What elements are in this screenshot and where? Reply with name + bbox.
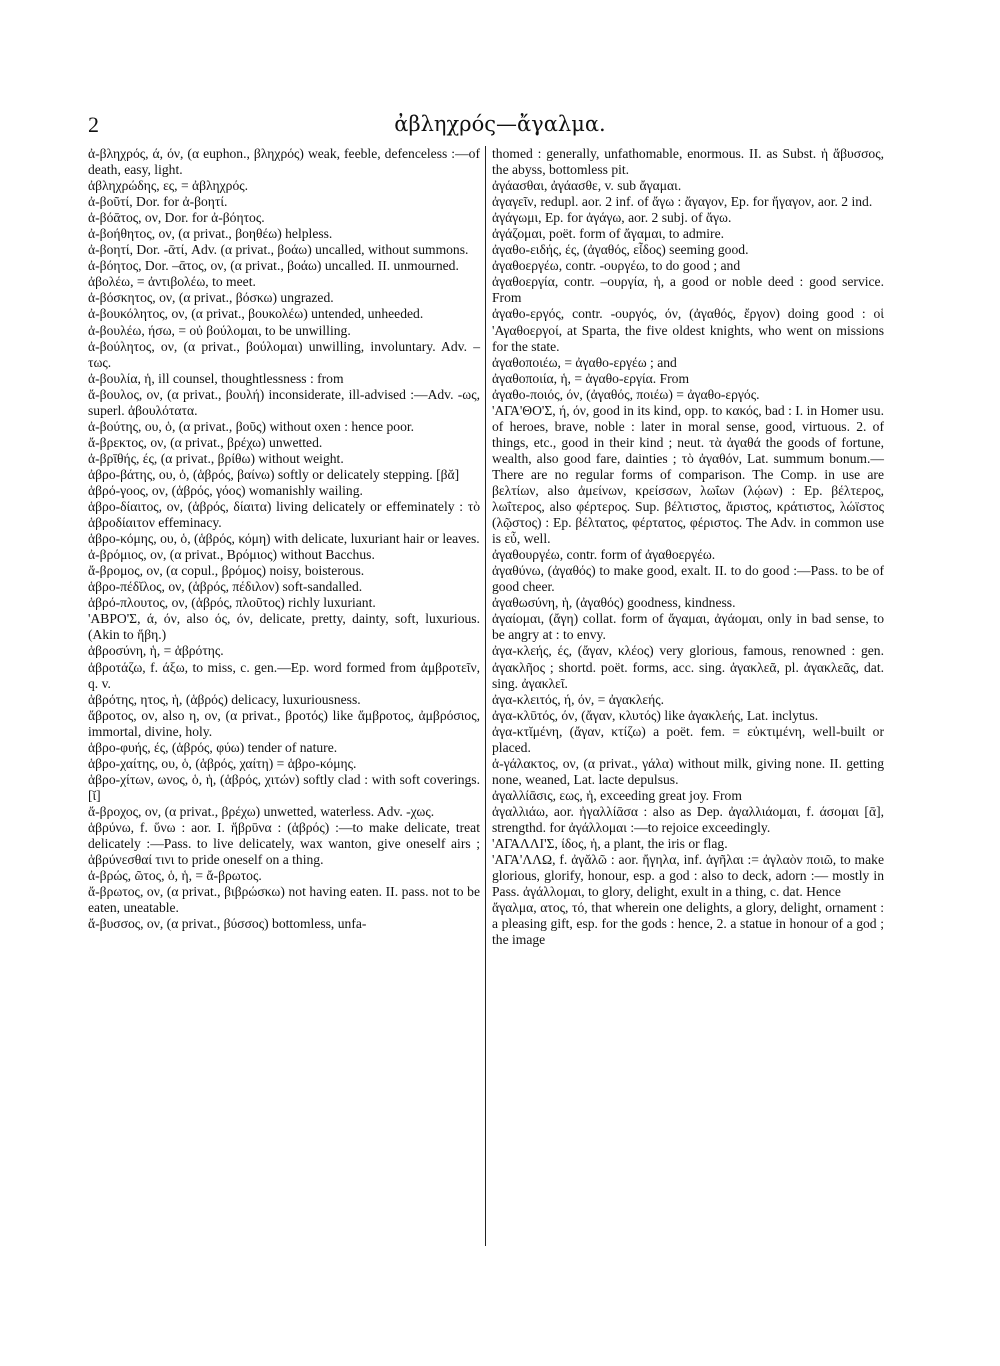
- running-head: ἀβληχρός—ἄγαλμα.: [394, 112, 606, 136]
- entry: ἀ-βούλητος, ον, (α privat., βούλομαι) unwilling, involuntary. Adv. –τως.: [88, 338, 480, 370]
- entry: ἀ-βοήθητος, ον, (α privat., βοηθέω) helpless.: [88, 226, 333, 242]
- entry: ἀγαθο-ποιός, όν, (ἀγαθός, ποιέω) = ἀγαθο-εργός.: [492, 386, 760, 402]
- entry: ἁβρό-πλουτος, ον, (ἁβρός, πλοῦτος) richly luxuriant.: [88, 595, 376, 611]
- entry: ἁβρό-γοος, ον, (ἁβρός, γόος) womanishly wailing.: [88, 482, 363, 498]
- entry: ἀ-βοητί, Dor. -ᾱτί, Adv. (α privat., βοάω) uncalled, without summons.: [88, 242, 469, 258]
- entry: ἀγαθοποιέω, = ἀγαθο-εργέω ; and: [492, 354, 677, 370]
- entry: ἀ-βουλία, ἡ, ill counsel, thoughtlessness : from: [88, 370, 344, 386]
- entry: ἀ-βόητος, Dor. –ᾱτος, ον, (α privat., βοάω) uncalled. II. unmourned.: [88, 258, 459, 274]
- entry: ἁβρο-πέδῐλος, ον, (ἁβρός, πέδιλον) soft-sandalled.: [88, 579, 363, 595]
- entry: 'ΑΓΑΛΛΙ'Σ, ίδος, ἡ, a plant, the iris or flag.: [492, 836, 728, 852]
- entry: ἀ-βρῑθής, ές, (α privat., βρίθω) without weight.: [88, 450, 344, 466]
- entry: ἄβροτος, ον, also η, ον, (α privat., βροτός) like ἄμβροτος, ἀμβρόσιος, immortal, divine, holy.: [88, 707, 480, 739]
- entry: ἀγαθο-εργός, contr. -ουργός, όν, (ἀγαθός, ἔργον) doing good : οἱ 'Αγαθοεργοί, at Sparta, the five oldest knights, who went on missions for the state.: [492, 306, 884, 354]
- entry: ἀγαθύνω, (ἀγαθός) to make good, exalt. II. to do good :—Pass. to be of good cheer.: [492, 563, 884, 595]
- entry: ἀ-βρώς, ῶτος, ὁ, ἡ, = ἄ-βρωτος.: [88, 868, 262, 884]
- entry: ἁβρο-δίαιτος, ον, (ἁβρός, δίαιτα) living delicately or effeminately : τὸ ἁβροδίαιτον effeminacy.: [88, 499, 480, 531]
- left-column: [88, 146, 480, 932]
- entry: ἀ-βοῦτί, Dor. for ἀ-βοητί.: [88, 194, 228, 210]
- entry: ἀγα-κλειτός, ή, όν, = ἀγακλεής.: [492, 691, 665, 707]
- entry: ἄγαλμα, ατος, τό, that wherein one delights, a glory, delight, ornament : a pleasing gift, esp. for the gods : hence, 2. a statue in honour of a god ; the image: [492, 900, 884, 948]
- entry: ἀγαθοεργία, contr. –ουργία, ἡ, a good or noble deed : good service. From: [492, 274, 884, 306]
- entry: ἄ-βρωτος, ον, (α privat., βιβρώσκω) not having eaten. II. pass. not to be eaten, uneatable.: [88, 884, 480, 916]
- entry: ἀγα-κλεής, ές, (ἄγαν, κλέος) very glorious, famous, renowned : gen. ἀγακλῆος ; shortd. poët. forms, acc. sing. ἀγακλεᾶ, pl. ἀγακλεᾶς, dat. sing. ἀγακλεῖ.: [492, 643, 884, 691]
- entry: ἀ-βληχρός, ά, όν, (α euphon., βληχρός) weak, feeble, defenceless :—of death, easy, light.: [88, 146, 480, 178]
- entry: ἀγάασθαι, ἀγάασθε, v. sub ἄγαμαι.: [492, 178, 682, 194]
- entry: ἀ-βόσκητος, ον, (α privat., βόσκω) ungrazed.: [88, 290, 334, 306]
- entry: thomed : generally, unfathomable, enormous. II. as Subst. ἡ ἄβυσσος, the abyss, bottomless pit.: [492, 146, 884, 178]
- entry: ἁβρο-κόμης, ου, ὁ, (ἁβρός, κόμη) with delicate, luxuriant hair or leaves.: [88, 531, 480, 547]
- entry: ἄ-βρεκτος, ον, (α privat., βρέχω) unwetted.: [88, 434, 323, 450]
- entry: ἀ-βούτης, ου, ὁ, (α privat., βοῦς) without oxen : hence poor.: [88, 418, 415, 434]
- entry: ἀγαθο-ειδής, ές, (ἀγαθός, εἶδος) seeming good.: [492, 242, 749, 258]
- entry: ἄ-βρομος, ον, (α copul., βρόμος) noisy, boisterous.: [88, 563, 365, 579]
- entry: ἁβρο-χίτων, ωνος, ὁ, ἡ, (ἁβρός, χιτών) softly clad : with soft coverings. [ῐ]: [88, 771, 480, 803]
- entry: ἀγαθοεργέω, contr. -ουργέω, to do good ; and: [492, 258, 741, 274]
- entry: ἀβρο-βάτης, ου, ὁ, (ἁβρός, βαίνω) softly or delicately stepping. [βᾰ]: [88, 466, 460, 482]
- entry: ἀγαίομαι, (ἄγη) collat. form of ἄγαμαι, ἀγάομαι, only in bad sense, to be angry at : to envy.: [492, 611, 884, 643]
- entry: ἀγαλλιάω, aor. ἠγαλλίᾱσα : also as Dep. ἀγαλλιάομαι, f. άσομαι [ᾱ], strengthd. for ἀγάλλομαι :—to rejoice exceedingly.: [492, 803, 884, 835]
- entry: ἀγα-κτῐμένη, (ἄγαν, κτίζω) a poët. fem. = εὐκτιμένη, well-built or placed.: [492, 723, 884, 755]
- entry: ἀ-βρόμιος, ον, (α privat., Βρόμιος) without Bacchus.: [88, 547, 375, 563]
- entry: 'ΑΓΑ'ΛΛΩ, f. ἀγᾰλῶ : aor. ἤγηλα, inf. ἀγῆλαι := ἀγλαὸν ποιῶ, to make glorious, glorify, honour, esp. a god : also to deck, adorn :— mostly in Pass. ἀγάλλομαι, to glory, delight, exult in a thing, c. dat. Hence: [492, 852, 884, 900]
- entry: ἀβληχρώδης, ες, = ἀβληχρός.: [88, 178, 249, 194]
- entry: ἀγαθωσύνη, ἡ, (ἀγαθός) goodness, kindness.: [492, 595, 736, 611]
- entry: ἀγαγεῖν, redupl. aor. 2 inf. of ἄγω : ἄγαγον, Ep. for ἤγαγον, aor. 2 ind.: [492, 194, 873, 210]
- entry: ἀγάζομαι, poët. form of ἄγαμαι, to admire.: [492, 226, 725, 242]
- entry: ἀγα-κλῡτός, όν, (ἄγαν, κλυτός) like ἀγακλεής, Lat. inclytus.: [492, 707, 819, 723]
- entry: ἀγάγωμι, Ep. for ἀγάγω, aor. 2 subj. of ἄγω.: [492, 210, 732, 226]
- entry: ἄ-βροχος, ον, (α privat., βρέχω) unwetted, waterless. Adv. -χως.: [88, 803, 435, 819]
- entry: ἁβρότης, ητος, ἡ, (ἁβρός) delicacy, luxuriousness.: [88, 691, 361, 707]
- entry: ἀγαθοποιία, ἡ, = ἀγαθο-εργία. From: [492, 370, 690, 386]
- column-divider: [485, 146, 486, 1246]
- entry: ἀ-βουκόλητος, ον, (α privat., βουκολέω) untended, unheeded.: [88, 306, 424, 322]
- entry: ἀ-γάλακτος, ον, (α privat., γάλα) without milk, giving none. II. getting none, weaned, Lat. lacte depulsus.: [492, 755, 884, 787]
- entry: ἀγαθουργέω, contr. form of ἀγαθοεργέω.: [492, 547, 716, 563]
- entry: ἁβρο-χαίτης, ου, ὁ, (ἁβρός, χαίτη) = ἁβρο-κόμης.: [88, 755, 357, 771]
- right-column: [492, 146, 884, 948]
- entry: ἄ-βυσσος, ον, (α privat., βύσσος) bottomless, unfa-: [88, 916, 367, 932]
- entry: ἀ-βόᾱτος, ον, Dor. for ἀ-βόητος.: [88, 210, 265, 226]
- entry: ἁβρύνω, f. ὕνω : aor. I. ἥβρῡνα : (ἁβρός) :—to make delicate, treat delicately :—Pass. to live delicately, wax wanton, give oneself airs ; ἁβρύνεσθαί τινι to pride oneself on a thing.: [88, 819, 480, 868]
- entry: ἀβολέω, = ἀντιβολέω, to meet.: [88, 274, 256, 290]
- entry: 'ΑΓΑ'ΘΟ'Σ, ή, όν, good in its kind, opp. to κακός, bad : I. in Homer usu. of heroes, brave, noble : later in moral sense, good, virtuous. 2. of things, etc., good in their kind ; neut. τὰ ἀγαθά the goods of fortune, wealth, also good fare, dainties ; τὸ ἀγαθόν, Lat. summum bonum.—There are no regular forms of comparison. The Comp. in use are βελτίων, also ἀμείνων, κρείσσων, λωΐων (λῴων) : Ep. βέλτερος, λωΐτερος, also φέρτερος. Sup. βέλτιστος, ἄριστος, κράτιστος, λώϊστος (λῷστος) : Ep. βέλτατος, φέρτατος, φέριστος. The Adv. in common use is εὖ, well.: [492, 402, 884, 547]
- entry: ἄ-βουλος, ον, (α privat., βουλή) inconsiderate, ill-advised :—Adv. -ως, superl. ἀβουλότατα.: [88, 386, 480, 418]
- page-number: 2: [88, 112, 99, 137]
- entry: ἀβροτάζω, f. άξω, to miss, c. gen.—Ep. word formed from ἀμβροτεῖν, q. v.: [88, 659, 480, 691]
- entry: 'ΑΒΡΟ'Σ, ά, όν, also ός, όν, delicate, pretty, dainty, soft, luxurious. (Akin to ἥβη.): [88, 611, 480, 643]
- entry: ἁβρο-φυής, ές, (ἁβρός, φύω) tender of nature.: [88, 739, 338, 755]
- entry: ἁβροσύνη, ἡ, = ἁβρότης.: [88, 643, 224, 659]
- entry: ἀ-βουλέω, ήσω, = οὐ βούλομαι, to be unwilling.: [88, 322, 351, 338]
- entry: ἀγαλλίᾱσις, εως, ἡ, exceeding great joy. From: [492, 787, 742, 803]
